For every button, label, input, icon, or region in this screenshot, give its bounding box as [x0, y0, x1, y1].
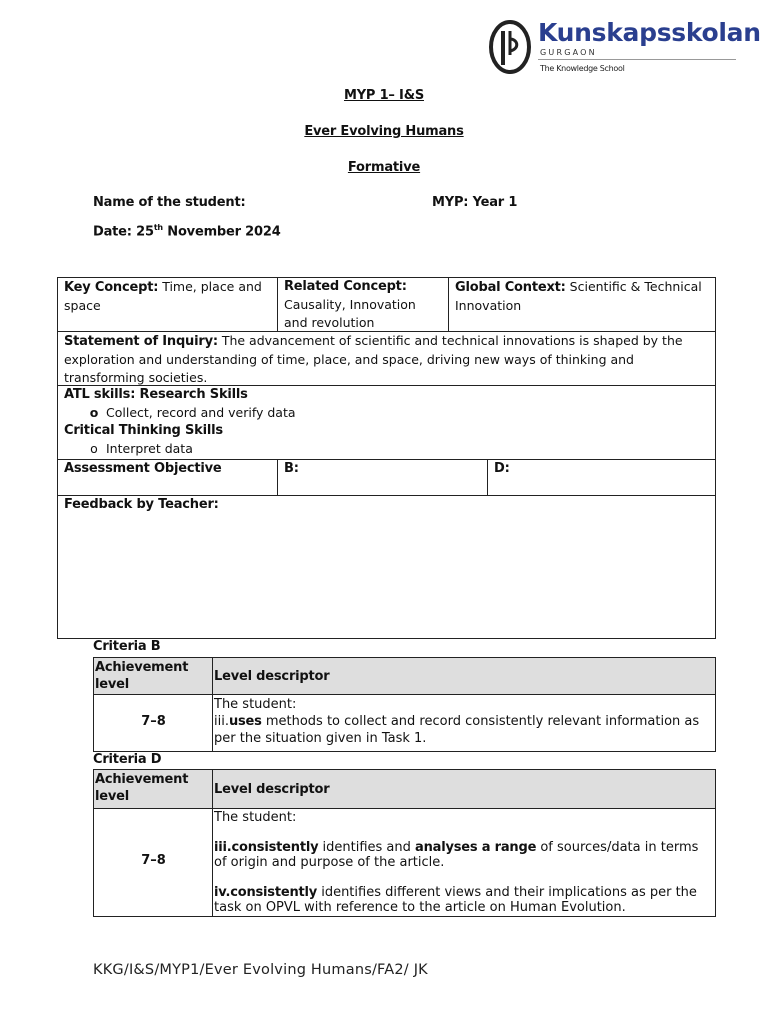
- criteria-b-level: 7–8: [141, 714, 166, 729]
- ao-d-cell: [487, 460, 715, 495]
- date-suffix: November 2024: [162, 224, 281, 240]
- feedback-row: [58, 496, 715, 638]
- related-concept-cell: [277, 278, 448, 331]
- criteria-d-level: 7–8: [141, 853, 166, 868]
- unit-title: Ever Evolving Humans: [304, 124, 464, 139]
- school-emblem-icon: [488, 19, 534, 75]
- feedback-cell: [58, 496, 715, 638]
- criteria-d-col2: [213, 770, 715, 808]
- logo-tagline: The Knowledge School: [540, 64, 625, 73]
- unit-info-table: [57, 277, 716, 639]
- criteria-b-col1-label: Achievement level: [95, 660, 189, 692]
- global-context-value: Scientific & Technical Innovation: [455, 279, 702, 313]
- criteria-d-intro: The student:: [214, 810, 297, 825]
- criteria-b-row: [94, 695, 715, 751]
- criteria-d-heading: Criteria D: [93, 752, 162, 767]
- criteria-b-prefix: iii.: [214, 714, 229, 729]
- logo-name: Kunskapsskolan: [538, 18, 761, 47]
- criteria-b-table: [93, 657, 716, 752]
- global-context-cell: [448, 278, 715, 331]
- key-concept-label: Key Concept:: [64, 280, 159, 295]
- global-context-label: Global Context:: [455, 280, 566, 295]
- related-concept-value: Causality, Innovation and revolution: [284, 297, 416, 330]
- criteria-d-table: [93, 769, 716, 917]
- criteria-d-row: [94, 809, 715, 916]
- atl-item: Collect, record and verify data: [106, 405, 296, 420]
- criteria-d-item-iv: [214, 885, 715, 915]
- assessment-objective-row: [58, 460, 715, 496]
- criteria-b-col2: [213, 658, 715, 694]
- date-label: [93, 223, 281, 239]
- atl-row: [58, 386, 715, 460]
- atl-label: ATL skills: Research Skills: [64, 387, 248, 402]
- criteria-b-heading: Criteria B: [93, 639, 161, 654]
- criteria-d-item-iii: [214, 840, 715, 870]
- ao-d-label: D:: [494, 461, 510, 476]
- criteria-d-col1-label: Achievement level: [95, 772, 189, 804]
- myp-year-label: MYP: Year 1: [432, 195, 518, 210]
- concepts-row: [58, 278, 715, 332]
- criteria-b-bold: uses: [228, 714, 262, 729]
- criteria-d-descriptor-cell: [213, 809, 715, 915]
- feedback-label: Feedback by Teacher:: [64, 497, 219, 512]
- ct-item: Interpret data: [106, 441, 193, 456]
- ao-b-label: B:: [284, 461, 299, 476]
- critical-thinking-label: Critical Thinking Skills: [64, 423, 223, 438]
- criteria-b-header: [94, 658, 715, 695]
- criteria-d-level-cell: [94, 809, 213, 916]
- soi-value: The advancement of scientific and technical innovations is shaped by the exploration and understanding of time, place, and space, driving new ways of thinking and transforming societies.: [64, 333, 683, 385]
- criteria-d-iii-bold2: analyses a range: [415, 840, 537, 855]
- date-prefix: Date: 25: [93, 224, 154, 240]
- criteria-b-level-cell: [94, 695, 213, 751]
- assessment-type: Formative: [347, 160, 421, 175]
- document-footer: KKG/I&S/MYP1/Ever Evolving Humans/FA2/ JK: [93, 962, 428, 978]
- criteria-b-descriptor-cell: [213, 695, 715, 747]
- criteria-b-descriptor: [214, 713, 715, 747]
- logo-city: GURGAON: [540, 48, 597, 57]
- criteria-d-col2-label: Level descriptor: [214, 782, 330, 797]
- logo-divider: [538, 59, 736, 60]
- criteria-b-rest: methods to collect and record consistently relevant information as per the situation given in Task 1.: [214, 714, 700, 746]
- related-concept-label: Related Concept:: [284, 279, 407, 294]
- key-concept-value: Time, place and space: [64, 279, 262, 313]
- criteria-d-iii-text2: of sources/data in terms of origin and purpose of the article.: [214, 840, 699, 870]
- criteria-d-iv-text1: identifies different views and their implications as per the task on OPVL with reference to the article on Human Evolution.: [214, 885, 697, 915]
- student-name-label: Name of the student:: [93, 195, 246, 210]
- atl-bullet: o: [89, 405, 99, 420]
- criteria-d-iv-bold1: iv.consistently: [214, 885, 318, 900]
- criteria-b-intro: The student:: [214, 697, 297, 712]
- criteria-b-col1: [94, 658, 213, 694]
- criteria-d-iii-bold1: iii.consistently: [214, 840, 319, 855]
- key-concept-cell: [58, 278, 277, 331]
- ct-bullet: o: [90, 441, 98, 456]
- ao-b-cell: [277, 460, 487, 495]
- criteria-d-col1: [94, 770, 213, 808]
- doc-title: MYP 1– I&S: [343, 88, 424, 103]
- soi-cell: [58, 332, 715, 385]
- atl-cell: [58, 386, 715, 459]
- soi-row: [58, 332, 715, 386]
- criteria-d-iii-text1: identifies and: [318, 840, 415, 855]
- criteria-d-header: [94, 770, 715, 809]
- soi-label: Statement of Inquiry:: [64, 334, 218, 349]
- criteria-b-col2-label: Level descriptor: [214, 669, 330, 684]
- ao-label-cell: [58, 460, 277, 495]
- ao-label: Assessment Objective: [64, 461, 222, 476]
- date-superscript: th: [153, 223, 163, 232]
- school-logo: [488, 18, 761, 78]
